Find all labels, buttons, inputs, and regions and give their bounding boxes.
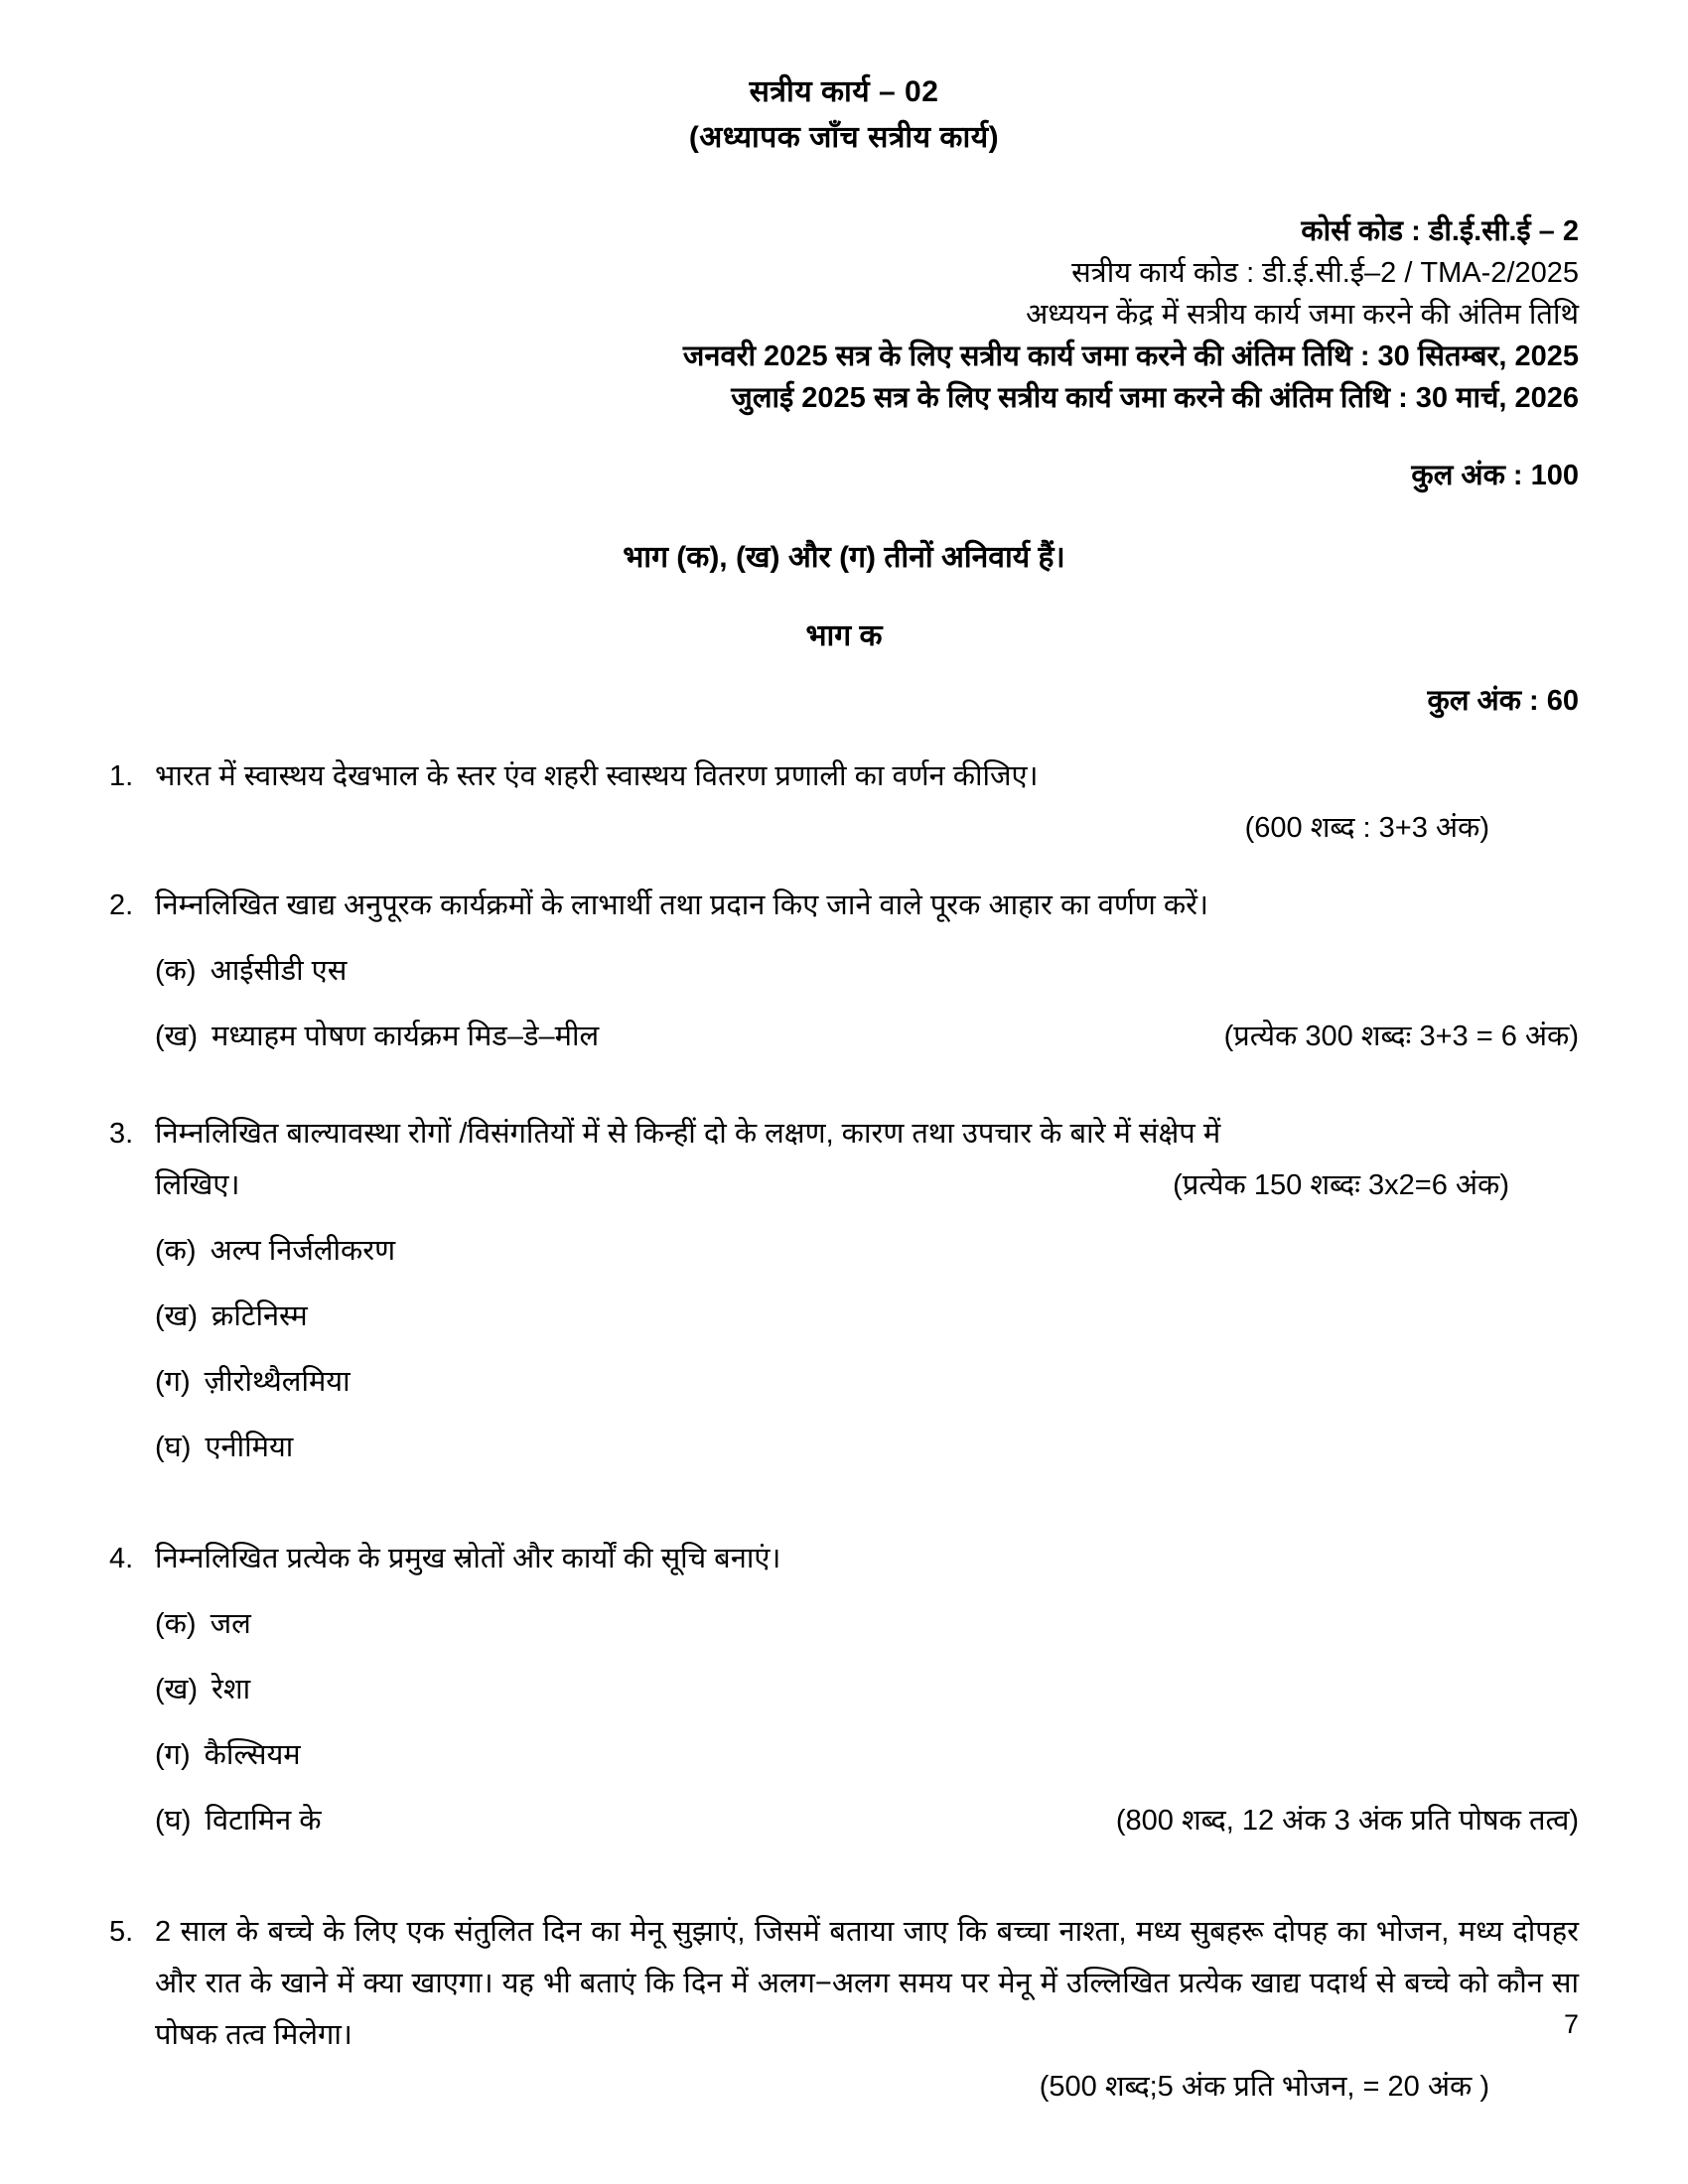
sub-item-list [155, 1598, 1579, 1846]
sub-item-label: (क) [155, 1608, 197, 1640]
sub-item-text: रेशा [211, 1674, 251, 1706]
sub-item [155, 1664, 1579, 1715]
sub-item-label: (क) [155, 1235, 197, 1267]
sub-item-label: (ख) [155, 1674, 199, 1706]
sub-item-text: मध्याहम पोषण कार्यक्रम मिड–डे–मील [211, 1021, 600, 1052]
title-line-1: सत्रीय कार्य – 02 [749, 75, 939, 108]
sub-item-marks: (प्रत्येक 300 शब्दः 3+3 = 6 अंक) [1223, 1021, 1579, 1052]
question-item [109, 1533, 1579, 1846]
question-number: 1. [109, 760, 134, 792]
question-text: भारत में स्वास्थय देखभाल के स्तर एंव शहरी स्वास्थय वितरण प्रणाली का वर्णन कीजिए। [155, 760, 1039, 792]
sub-item-text: एनीमिया [205, 1432, 294, 1463]
sub-item [155, 1011, 1579, 1062]
question-item [109, 880, 1579, 1062]
sub-item-text: अल्प निर्जलीकरण [210, 1235, 396, 1267]
sub-item-text: क्रटिनिस्म [211, 1300, 308, 1332]
sub-item [155, 1291, 1579, 1342]
sub-item-label: (ख) [155, 1300, 199, 1332]
july-session-deadline: जुलाई 2025 सत्र के लिए सत्रीय कार्य जमा करने की अंतिम तिथि : 30 मार्च, 2026 [731, 382, 1579, 414]
part-marks: कुल अंक : 60 [1427, 685, 1579, 717]
question-text: निम्नलिखित प्रत्येक के प्रमुख स्रोतों और कार्यों की सूचि बनाएं। [155, 1543, 781, 1574]
question-marks: (500 शब्द;5 अंक प्रति भोजन, = 20 अंक ) [1039, 2071, 1489, 2103]
submission-note: अध्ययन केंद्र में सत्रीय कार्य जमा करने की अंतिम तिथि [1026, 299, 1579, 331]
page-title [109, 69, 1579, 161]
question-number: 5. [109, 1916, 134, 1948]
sub-item-label: (क) [155, 955, 197, 987]
sub-item-list [155, 1225, 1579, 1473]
question-text: 2 साल के बच्चे के लिए एक संतुलित दिन का मेनू सुझाएं, जिसमें बताया जाए कि बच्चा नाश्ता, मध्य सुबहरू दोपह का भोजन, मध्य दोपहर और रात के खाने में क्या खाएगा। यह भी बताएं कि दिन में अलग−अलग समय पर मेनू में उल्लिखित प्रत्येक खाद्य पदार्थ से बच्चे को कौन सा पोषक तत्व मिलेगा। [155, 1916, 1579, 2051]
sub-item-label: (ग) [155, 1739, 191, 1771]
sub-item-text: जल [210, 1608, 251, 1640]
sub-item-label: (घ) [155, 1805, 192, 1837]
question-text-tail: लिखिए। [155, 1169, 240, 1201]
question-marks: (600 शब्द : 3+3 अंक) [1244, 812, 1489, 844]
sub-item [155, 1729, 1579, 1781]
sub-item-text: कैल्सियम [204, 1739, 301, 1771]
assignment-code: सत्रीय कार्य कोड : डी.ई.सी.ई–2 / TMA-2/2025 [1071, 257, 1579, 289]
question-text: निम्नलिखित बाल्यावस्था रोगों /विसंगतियों में से किन्हीं दो के लक्षण, कारण तथा उपचार के बारे में संक्षेप में [155, 1118, 1221, 1150]
sub-item-label: (ख) [155, 1021, 199, 1052]
question-item [109, 1108, 1579, 1473]
january-session-deadline: जनवरी 2025 सत्र के लिए सत्रीय कार्य जमा करने की अंतिम तिथि : 30 सितम्बर, 2025 [682, 341, 1579, 372]
sub-item-label: (ग) [155, 1366, 191, 1398]
course-code: कोर्स कोड : डी.ई.सी.ई – 2 [1301, 215, 1579, 247]
question-number: 4. [109, 1543, 134, 1574]
parts-instruction: भाग (क), (ख) और (ग) तीनों अनिवार्य हैं। [623, 541, 1065, 574]
part-heading: भाग क [805, 619, 883, 652]
sub-item-text: ज़ीरोथ्थैलमिया [204, 1366, 351, 1398]
question-item [109, 1906, 1579, 2113]
sub-item-label: (घ) [155, 1432, 192, 1463]
sub-item-text: विटामिन के [205, 1805, 322, 1837]
sub-item-text: आईसीडी एस [210, 955, 348, 987]
sub-item [155, 1356, 1579, 1408]
question-marks: (प्रत्येक 150 शब्दः 3x2=6 अंक) [1173, 1169, 1509, 1201]
question-item [109, 751, 1579, 854]
total-marks: कुल अंक : 100 [1411, 460, 1579, 491]
sub-item-marks: (800 शब्द, 12 अंक 3 अंक प्रति पोषक तत्व) [1115, 1805, 1579, 1837]
sub-item [155, 945, 1579, 997]
sub-item [155, 1225, 1579, 1277]
question-number: 3. [109, 1118, 134, 1150]
sub-item [155, 1795, 1579, 1846]
header-meta [109, 210, 1579, 419]
question-list [109, 751, 1579, 2113]
question-number: 2. [109, 889, 134, 921]
sub-item [155, 1598, 1579, 1650]
sub-item-list [155, 945, 1579, 1062]
question-text: निम्नलिखित खाद्य अनुपूरक कार्यक्रमों के लाभार्थी तथा प्रदान किए जाने वाले पूरक आहार का वर्णण करें। [155, 889, 1209, 921]
title-line-2: (अध्यापक जाँच सत्रीय कार्य) [688, 121, 1000, 154]
page-number: 7 [1563, 2009, 1579, 2039]
sub-item [155, 1422, 1579, 1473]
